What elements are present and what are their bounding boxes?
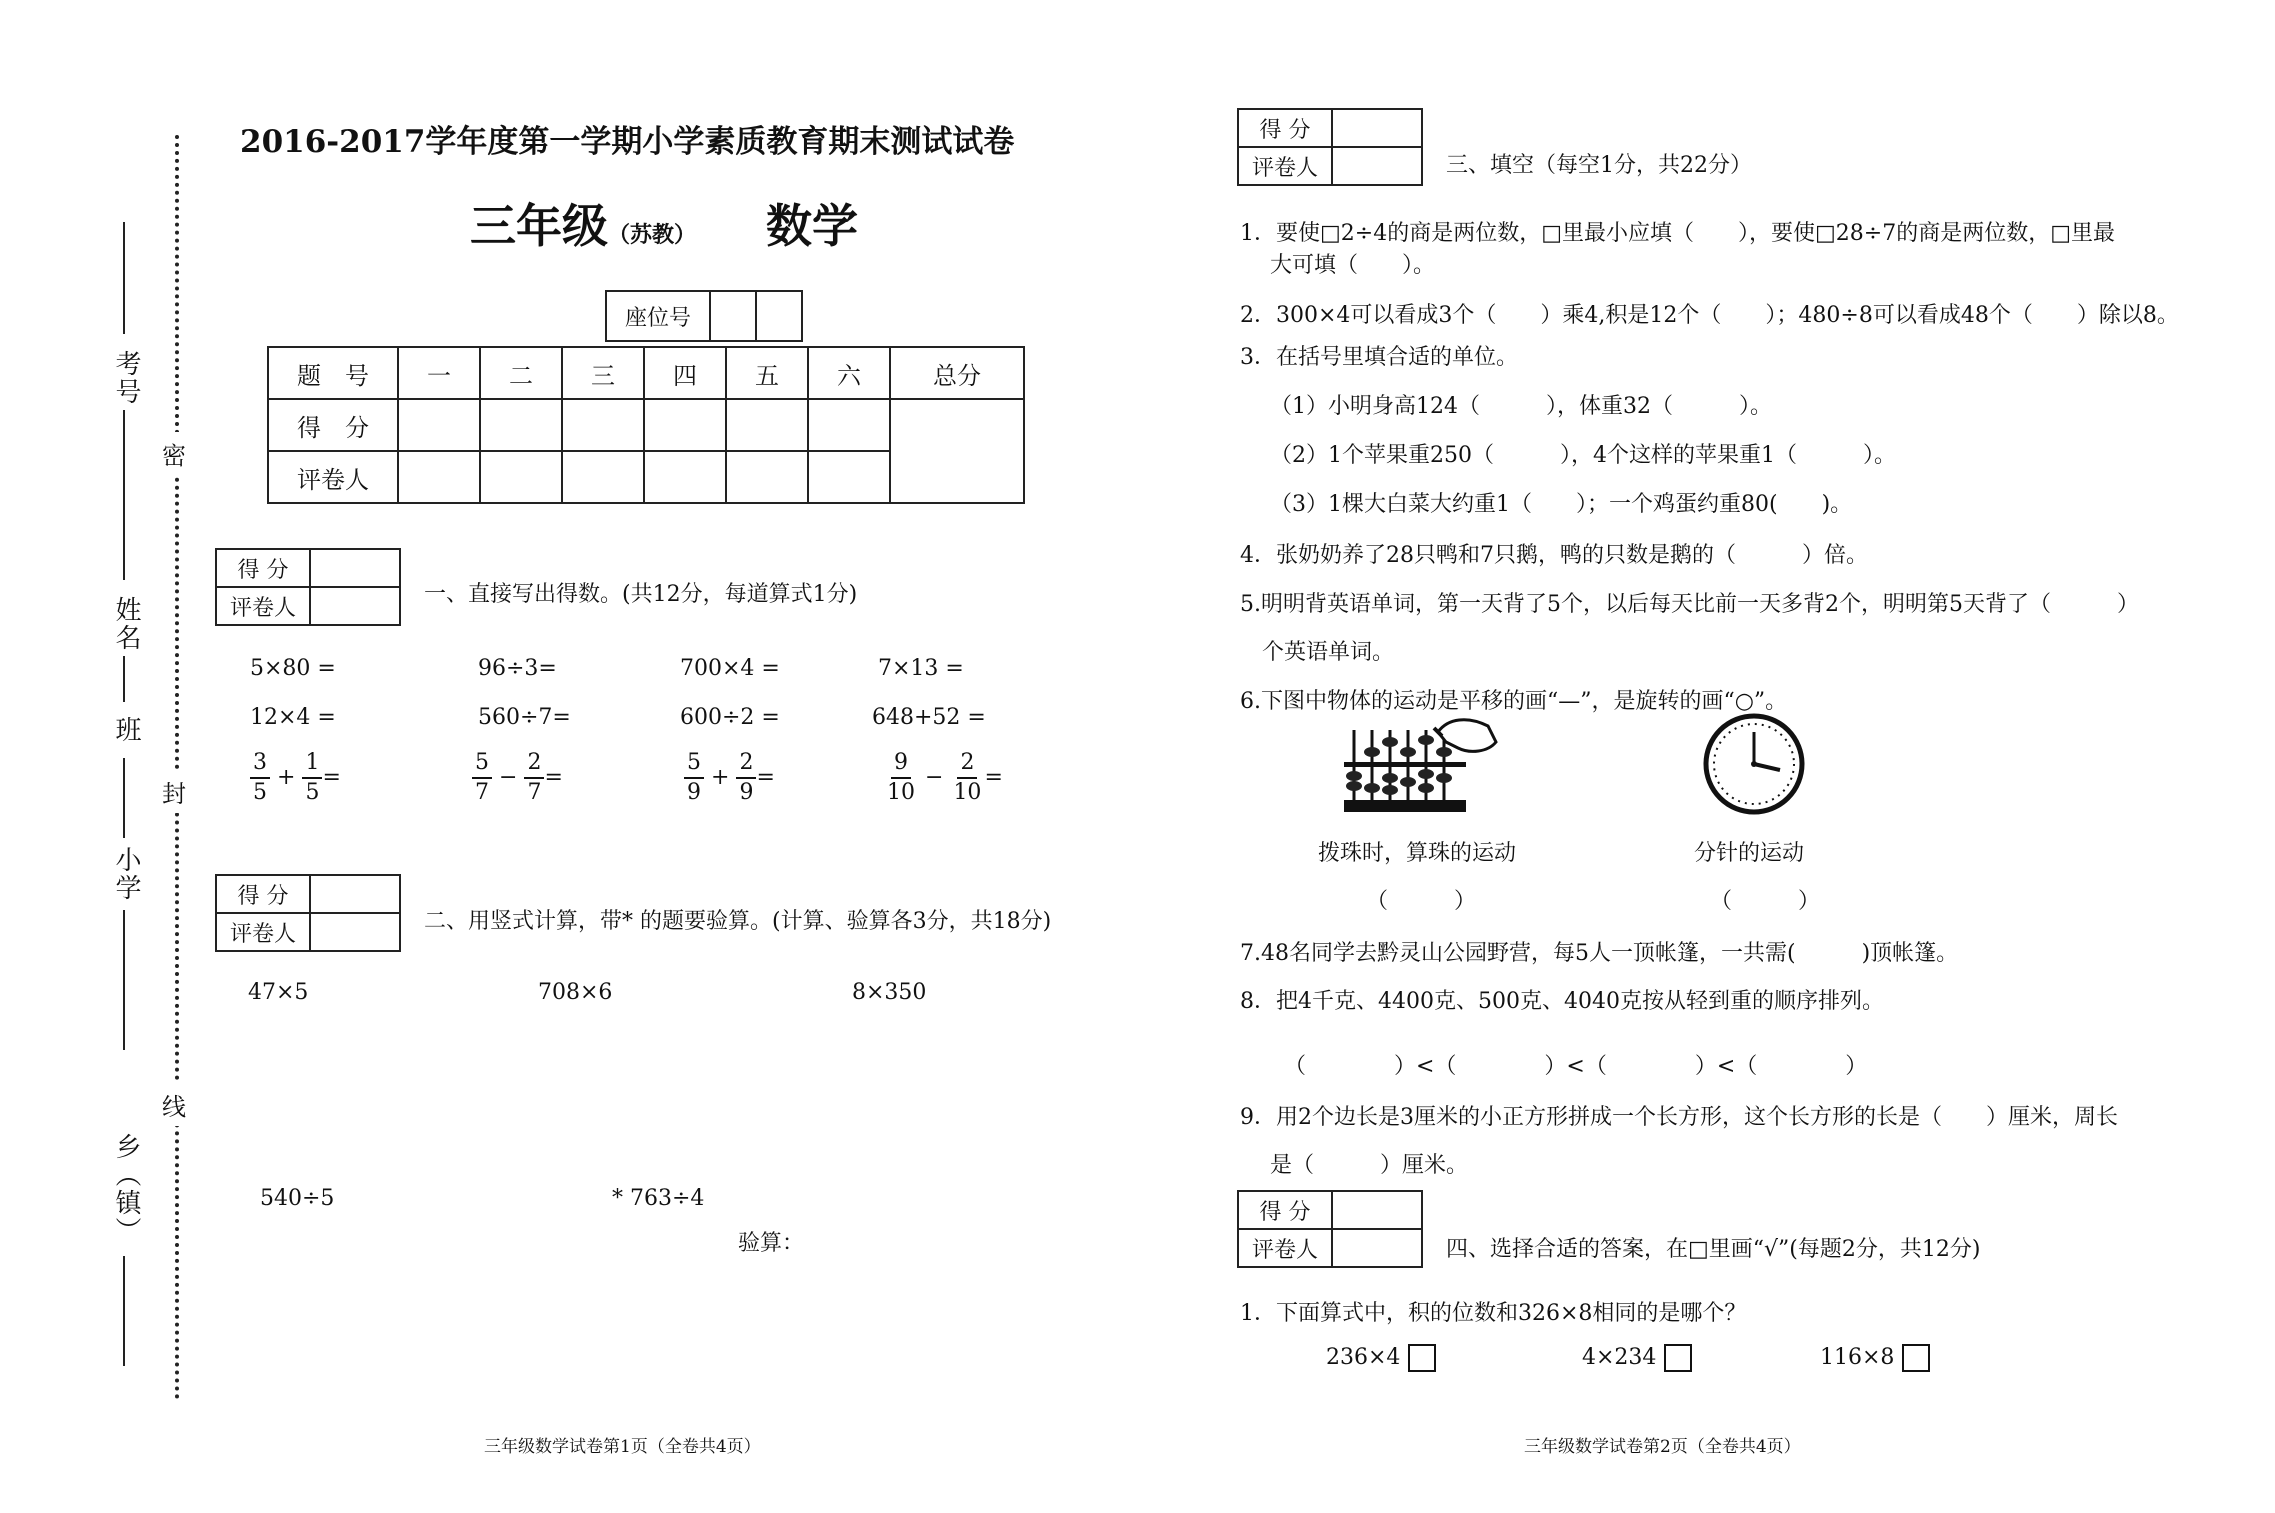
grader-box-cell[interactable] [310, 913, 400, 951]
score-row-label: 得 分 [268, 399, 398, 451]
score-cell[interactable] [808, 399, 890, 451]
question-8: 8．把4千克、4400克、500克、4040克按从轻到重的顺序排列。 [1240, 989, 1884, 1014]
fraction-expr: $\frac{5}{9}$ + $\frac{2}{9}$ = [684, 752, 775, 804]
grader-cell[interactable] [808, 451, 890, 503]
choice-checkbox[interactable] [1902, 1344, 1930, 1372]
score-table-header: 五 [726, 347, 808, 399]
grader-box-cell[interactable] [310, 587, 400, 625]
fraction-expr: $\frac{9}{10}$ − $\frac{2}{10}$ = [887, 750, 1003, 805]
grade-subject-heading [470, 190, 858, 256]
grader-box-label: 评卷人 [216, 587, 310, 625]
score-box-cell[interactable] [310, 875, 400, 913]
grader-cell[interactable] [644, 451, 726, 503]
grader-cell[interactable] [398, 451, 480, 503]
arith-item: 648+52 = [872, 705, 986, 730]
score-cell[interactable] [562, 399, 644, 451]
grader-box-cell[interactable] [1332, 147, 1422, 185]
arith-item: 7×13 = [878, 656, 964, 681]
section4-score-box [1237, 1190, 1423, 1268]
score-box-label: 得 分 [1238, 109, 1332, 147]
score-table-header: 四 [644, 347, 726, 399]
grader-box-label: 评卷人 [1238, 147, 1332, 185]
grader-row-label: 评卷人 [268, 451, 398, 503]
seal-dotted-line [175, 135, 179, 1400]
score-box-cell[interactable] [1332, 1191, 1422, 1229]
question-3-3: （3）1棵大白菜大约重1（ ）；一个鸡蛋约重80( )。 [1270, 492, 1853, 517]
class-line [123, 656, 125, 702]
s4-question-1: 1．下面算式中，积的位数和326×8相同的是哪个？ [1240, 1301, 1747, 1326]
score-table-header: 二 [480, 347, 562, 399]
name-label: 姓名 [111, 596, 141, 652]
school-line [123, 910, 125, 1050]
grade-label: 三年级 [470, 199, 608, 253]
town-label: 乡（镇） [111, 1133, 141, 1245]
score-box-label: 得 分 [216, 875, 310, 913]
name-line [123, 410, 125, 580]
choice-option: 4×234 [1582, 1344, 1692, 1372]
abacus-answer-blank: （ ） [1366, 889, 1477, 914]
abacus-icon [1338, 712, 1498, 816]
arith-item: 12×4 = [250, 705, 336, 730]
section2-score-box [215, 874, 401, 952]
score-summary-table [267, 346, 1025, 504]
vertical-calc-item: 8×350 [852, 980, 927, 1005]
question-6: 6.下图中物体的运动是平移的画“—”，是旋转的画“○”。 [1240, 689, 1788, 714]
grader-box-cell[interactable] [1332, 1229, 1422, 1267]
exam-no-label: 考号 [111, 350, 141, 406]
question-2: 2．300×4可以看成3个（ ）乘4,积是12个（ ）；480÷8可以看成48个（ ）除以8。 [1240, 303, 2179, 328]
question-7: 7.48名同学去黔灵山公园野营，每5人一顶帐篷，一共需( )顶帐篷。 [1240, 941, 1959, 966]
question-5-line1: 5.明明背英语单词，第一天背了5个，以后每天比前一天多背2个，明明第5天背了（ ） [1240, 592, 2139, 617]
score-table-header: 题 号 [268, 347, 398, 399]
grader-cell[interactable] [562, 451, 644, 503]
vertical-calc-item: 540÷5 [260, 1186, 335, 1211]
score-cell[interactable] [644, 399, 726, 451]
score-table-header: 三 [562, 347, 644, 399]
vertical-calc-item: 708×6 [538, 980, 613, 1005]
page2-footer: 三年级数学试卷第2页（全卷共4页） [1524, 1437, 1801, 1457]
seal-char-mi: 密 [162, 432, 186, 475]
exam-title: 2016-2017学年度第一学期小学素质教育期末测试试卷 [240, 124, 1015, 160]
question-1-line1: 1．要使□2÷4的商是两位数，□里最小应填（ ），要使□28÷7的商是两位数，□里最 [1240, 221, 2115, 246]
subject-label: 数学 [766, 199, 859, 253]
question-5-line2: 个英语单词。 [1262, 640, 1395, 665]
score-cell[interactable] [480, 399, 562, 451]
score-box-cell[interactable] [1332, 109, 1422, 147]
choice-option: 116×8 [1820, 1344, 1930, 1372]
clock-caption: 分针的运动 [1694, 841, 1805, 866]
section3-score-box [1237, 108, 1423, 186]
school-label: 小学 [111, 846, 141, 902]
vertical-calc-item: 47×5 [248, 980, 309, 1005]
question-3-1: （1）小明身高124（ ），体重32（ ）。 [1270, 394, 1772, 419]
arith-item: 5×80 = [250, 656, 336, 681]
clock-answer-blank: （ ） [1710, 889, 1821, 914]
edition-label: （苏教） [608, 222, 697, 248]
choice-checkbox[interactable] [1664, 1344, 1692, 1372]
question-3: 3．在括号里填合适的单位。 [1240, 345, 1518, 370]
question-9-line2: 是（ ）厘米。 [1270, 1153, 1469, 1178]
score-table-header: 六 [808, 347, 890, 399]
arith-item: 700×4 = [680, 656, 780, 681]
seal-char-xian: 线 [162, 1083, 186, 1126]
section1-score-box [215, 548, 401, 626]
choice-option: 236×4 [1326, 1344, 1436, 1372]
grader-cell[interactable] [726, 451, 808, 503]
question-4: 4．张奶奶养了28只鸭和7只鹅，鸭的只数是鹅的（ ）倍。 [1240, 543, 1868, 568]
vertical-calc-item: * 763÷4 [612, 1186, 705, 1211]
town-line [123, 1256, 125, 1366]
section2-title: 二、用竖式计算，带* 的题要验算。(计算、验算各3分，共18分) [424, 909, 1052, 934]
fraction-expr: $\frac{3}{5}$ + $\frac{1}{5}$ = [250, 752, 341, 804]
check-label: 验算： [738, 1231, 805, 1256]
section3-title: 三、填空（每空1分，共22分） [1446, 153, 1752, 178]
arith-item: 600÷2 = [680, 705, 780, 730]
question-8-blanks: （ ）<（ ）<（ ）<（ ） [1284, 1054, 1868, 1079]
question-1-line2: 大可填（ ）。 [1270, 253, 1436, 278]
fraction-expr: $\frac{5}{7}$ − $\frac{2}{7}$ = [472, 752, 563, 804]
clock-icon [1700, 710, 1808, 818]
score-box-cell[interactable] [310, 549, 400, 587]
score-cell[interactable] [726, 399, 808, 451]
section4-title: 四、选择合适的答案，在□里画“√”(每题2分，共12分) [1446, 1237, 1981, 1262]
score-table-header: 一 [398, 347, 480, 399]
abacus-caption: 拨珠时，算珠的运动 [1318, 841, 1517, 866]
grader-box-label: 评卷人 [216, 913, 310, 951]
class-label: 班 [111, 716, 141, 744]
section1-title: 一、直接写出得数。(共12分，每道算式1分) [424, 582, 858, 607]
score-box-label: 得 分 [216, 549, 310, 587]
seal-char-feng: 封 [162, 770, 186, 813]
grader-cell[interactable] [480, 451, 562, 503]
question-9-line1: 9．用2个边长是3厘米的小正方形拼成一个长方形，这个长方形的长是（ ）厘米，周长 [1240, 1105, 2118, 1130]
school-pre-line [123, 758, 125, 838]
seat-number-cell[interactable] [710, 291, 756, 341]
score-box-label: 得 分 [1238, 1191, 1332, 1229]
arith-item: 96÷3= [478, 656, 557, 681]
page1-footer: 三年级数学试卷第1页（全卷共4页） [484, 1437, 761, 1457]
score-table-header: 总分 [890, 347, 1024, 399]
seat-number-cell[interactable] [756, 291, 802, 341]
total-score-cell[interactable] [890, 399, 1024, 503]
seat-number-table [605, 290, 803, 342]
score-cell[interactable] [398, 399, 480, 451]
arith-item: 560÷7= [478, 705, 571, 730]
question-3-2: （2）1个苹果重250（ ），4个这样的苹果重1（ ）。 [1270, 443, 1896, 468]
seat-number-label: 座位号 [606, 291, 710, 341]
choice-checkbox[interactable] [1408, 1344, 1436, 1372]
exam-no-line [123, 222, 125, 334]
grader-box-label: 评卷人 [1238, 1229, 1332, 1267]
